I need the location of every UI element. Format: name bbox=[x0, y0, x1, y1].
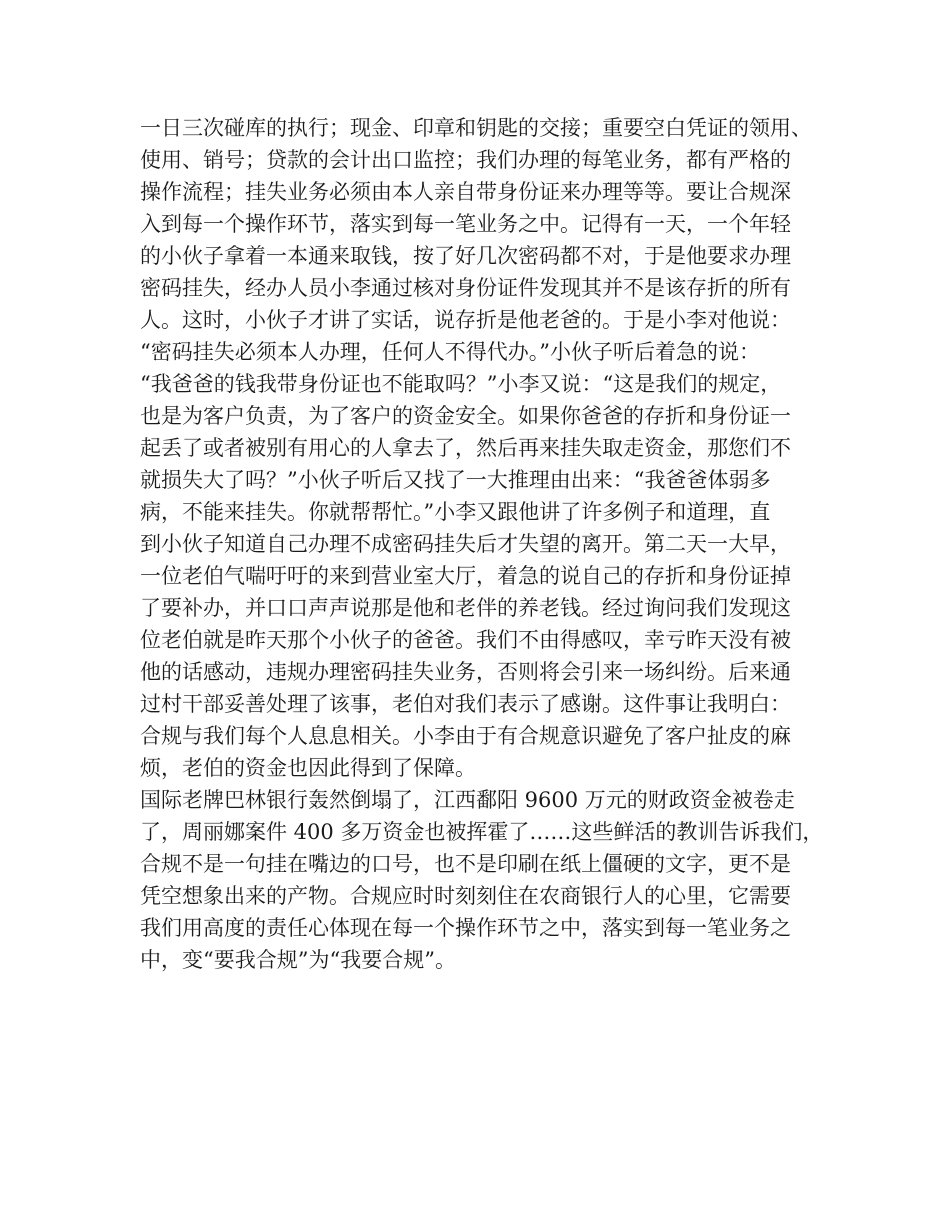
text-line: 密码挂失，经办人员小李通过核对身份证件发现其并不是该存折的所有 bbox=[140, 276, 791, 300]
text-line: 入到每一个操作环节，落实到每一笔业务之中。记得有一天，一个年轻 bbox=[140, 212, 791, 236]
text-line: 过村干部妥善处理了该事，老伯对我们表示了感谢。这件事让我明白： bbox=[140, 692, 791, 716]
text-line: 一日三次碰库的执行；现金、印章和钥匙的交接；重要空白凭证的领用、 bbox=[140, 116, 812, 140]
text-line: 我们用高度的责任心体现在每一个操作环节之中，落实到每一笔业务之 bbox=[140, 916, 791, 940]
text-line: 合规不是一句挂在嘴边的口号，也不是印刷在纸上僵硬的文字，更不是 bbox=[140, 852, 791, 876]
text-line: 病，不能来挂失。你就帮帮忙。”小李又跟他讲了许多例子和道理，直 bbox=[140, 500, 771, 524]
text-line: 中，变“要我合规”为“我要合规”。 bbox=[140, 948, 456, 972]
text-line: 国际老牌巴林银行轰然倒塌了，江西鄱阳 9600 万元的财政资金被卷走 bbox=[140, 788, 795, 812]
text-line: 他的话感动，违规办理密码挂失业务，否则将会引来一场纠纷。后来通 bbox=[140, 660, 791, 684]
text-line: 位老伯就是昨天那个小伙子的爸爸。我们不由得感叹，幸亏昨天没有被 bbox=[140, 628, 791, 652]
text-line: 烦，老伯的资金也因此得到了保障。 bbox=[140, 756, 476, 780]
text-line: “我爸爸的钱我带身份证也不能取吗？”小李又说：“这是我们的规定， bbox=[140, 372, 782, 396]
text-line: 了要补办，并口口声声说那是他和老伴的养老钱。经过询问我们发现这 bbox=[140, 596, 791, 620]
text-line: 了，周丽娜案件 400 多万资金也被挥霍了……这些鲜活的教训告诉我们， bbox=[140, 820, 824, 844]
text-line: 人。这时，小伙子才讲了实话，说存折是他老爸的。于是小李对他说： bbox=[140, 308, 791, 332]
text-line: 合规与我们每个人息息相关。小李由于有合规意识避免了客户扯皮的麻 bbox=[140, 724, 791, 748]
text-line: 起丢了或者被别有用心的人拿去了，然后再来挂失取走资金，那您们不 bbox=[140, 436, 791, 460]
body-text bbox=[140, 112, 830, 976]
text-line: 的小伙子拿着一本通来取钱，按了好几次密码都不对，于是他要求办理 bbox=[140, 244, 791, 268]
text-line: 凭空想象出来的产物。合规应时时刻刻住在农商银行人的心里，它需要 bbox=[140, 884, 791, 908]
text-line: 也是为客户负责，为了客户的资金安全。如果你爸爸的存折和身份证一 bbox=[140, 404, 791, 428]
text-line: 一位老伯气喘吁吁的来到营业室大厅，着急的说自己的存折和身份证掉 bbox=[140, 564, 791, 588]
text-line: 到小伙子知道自己办理不成密码挂失后才失望的离开。第二天一大早， bbox=[140, 532, 791, 556]
text-line: “密码挂失必须本人办理，任何人不得代办。”小伙子听后着急的说： bbox=[140, 340, 760, 364]
text-line: 使用、销号；贷款的会计出口监控；我们办理的每笔业务，都有严格的 bbox=[140, 148, 791, 172]
text-line: 操作流程；挂失业务必须由本人亲自带身份证来办理等等。要让合规深 bbox=[140, 180, 791, 204]
text-line: 就损失大了吗？”小伙子听后又找了一大推理由出来：“我爸爸体弱多 bbox=[140, 468, 771, 492]
